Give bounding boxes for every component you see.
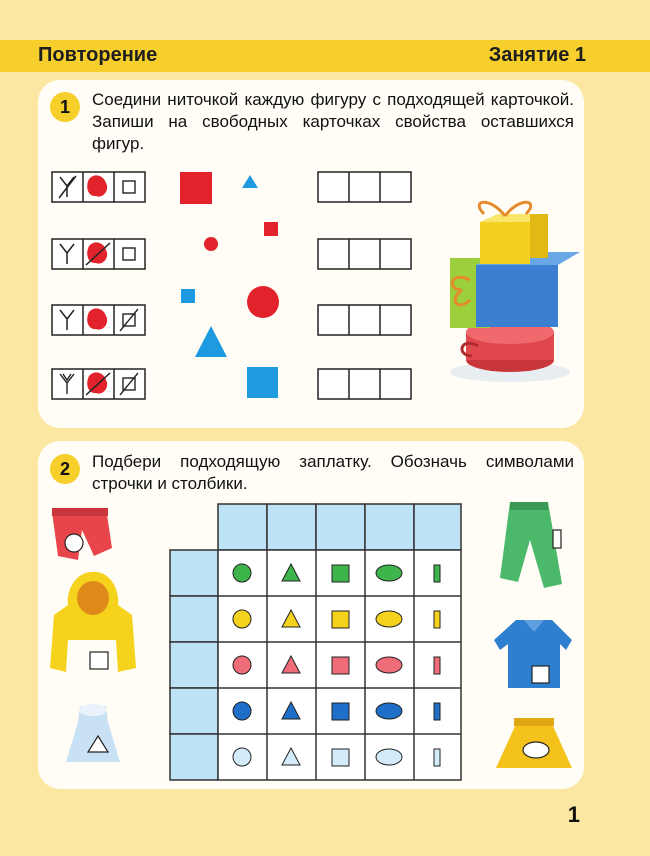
task1-text: Соедини ниточкой каждую фигуру с подходящей карточкой. Запиши на свободных карточках свойства оставшихся фигур. [92,90,574,153]
section-title: Повторение [38,44,158,66]
task2-text: Подбери подходящую заплатку. Обозначь символами строчки и столбики. [92,452,574,493]
page-number: 1 [567,802,580,827]
header-bar [0,40,650,72]
task2-number: 2 [50,454,80,484]
lesson-label: Занятие 1 [488,44,586,66]
task1-number: 1 [50,92,80,122]
